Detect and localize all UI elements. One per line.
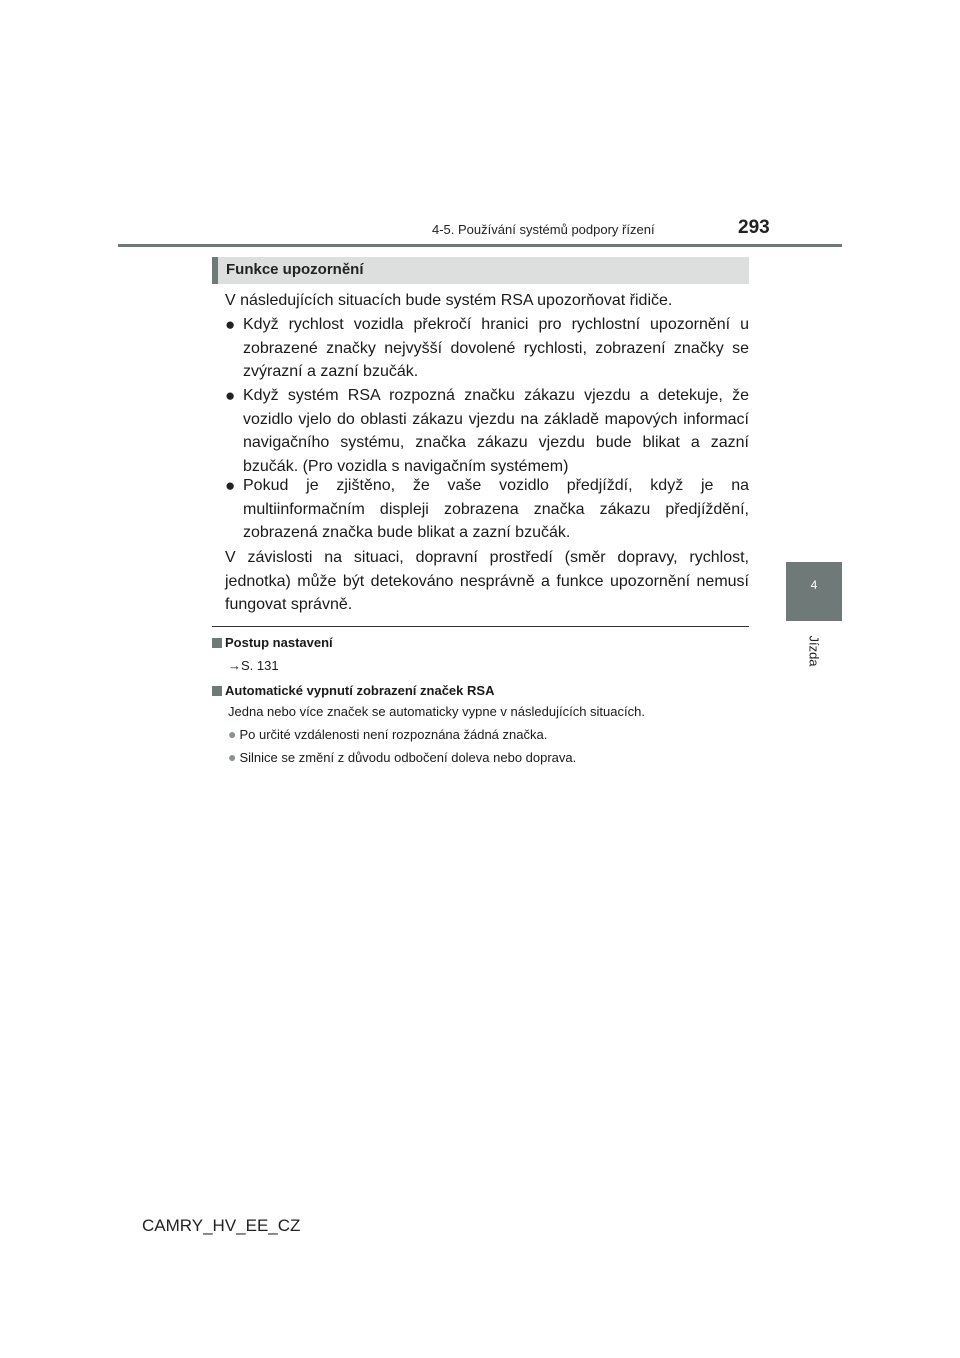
- arrow-right-icon: →: [228, 658, 241, 673]
- bullet-icon: ●: [225, 315, 236, 334]
- note-heading-auto-off: [212, 683, 494, 698]
- intro-paragraph: V následujících situacích bude systém RSA upozorňovat řidiče.: [225, 292, 673, 309]
- chapter-number: 4: [810, 578, 818, 592]
- section-title-accent: [212, 257, 218, 284]
- bullet-icon: ●: [228, 749, 237, 765]
- section-title: Funkce upozornění: [226, 261, 364, 278]
- bullet-text: Když systém RSA rozpozná značku zákazu vjezdu a detekuje, že vozidlo vjelo do oblasti zákazu vjezdu na základě mapových informací navigačního systému, značka zákazu vjezdu bude blikat a zazní bzučák. (Pro vozidla s navigačním systémem): [243, 387, 749, 475]
- note-bullet-text: Silnice se změní z důvodu odbočení doleva nebo doprava.: [239, 750, 577, 765]
- note-bullet-item: [228, 749, 576, 765]
- bullet-item: [225, 313, 749, 384]
- running-header: 4-5. Používání systémů podpory řízení: [432, 222, 655, 237]
- document-code: CAMRY_HV_EE_CZ: [142, 1216, 301, 1235]
- notes-divider: [212, 626, 749, 627]
- section-title-bar: [212, 257, 749, 284]
- page-reference: [228, 658, 279, 673]
- page-number: 293: [738, 217, 770, 238]
- header-divider: [118, 244, 842, 247]
- square-bullet-icon: [212, 686, 222, 696]
- bullet-icon: ●: [225, 476, 236, 495]
- chapter-tab: [786, 562, 842, 621]
- note-heading-text: Automatické vypnutí zobrazení značek RSA: [225, 683, 495, 698]
- bullet-icon: ●: [228, 726, 237, 742]
- bullet-item: [225, 474, 749, 545]
- chapter-label-container: [786, 625, 842, 685]
- note-bullet-item: [228, 726, 547, 742]
- bullet-icon: ●: [225, 386, 236, 405]
- square-bullet-icon: [212, 638, 222, 648]
- chapter-label: Jízda: [806, 635, 822, 667]
- note-text: Jedna nebo více značek se automaticky vypne v následujících situacích.: [228, 704, 645, 719]
- note-bullet-text: Po určité vzdálenosti není rozpoznána žádná značka.: [239, 727, 548, 742]
- note-heading-text: Postup nastavení: [225, 635, 333, 650]
- bullet-text: Když rychlost vozidla překročí hranici pro rychlostní upozornění u zobrazené značky nejvyšší dovolené rychlosti, zobrazení značky se zvýrazní a zazní bzučák.: [243, 316, 749, 380]
- bullet-text: Pokud je zjištěno, že vaše vozidlo předjíždí, když je na multiinformačním displeji zobrazena značka zákazu předjíždění, zobrazená značka bude blikat a zazní bzučák.: [243, 477, 749, 541]
- closing-paragraph: V závislosti na situaci, dopravní prostředí (směr dopravy, rychlost, jednotka) může být detekováno nesprávně a funkce upozornění nemusí fungovat správně.: [225, 549, 749, 613]
- page-reference-text: S. 131: [241, 658, 279, 673]
- note-heading-setup: [212, 635, 333, 650]
- bullet-item: [225, 384, 749, 478]
